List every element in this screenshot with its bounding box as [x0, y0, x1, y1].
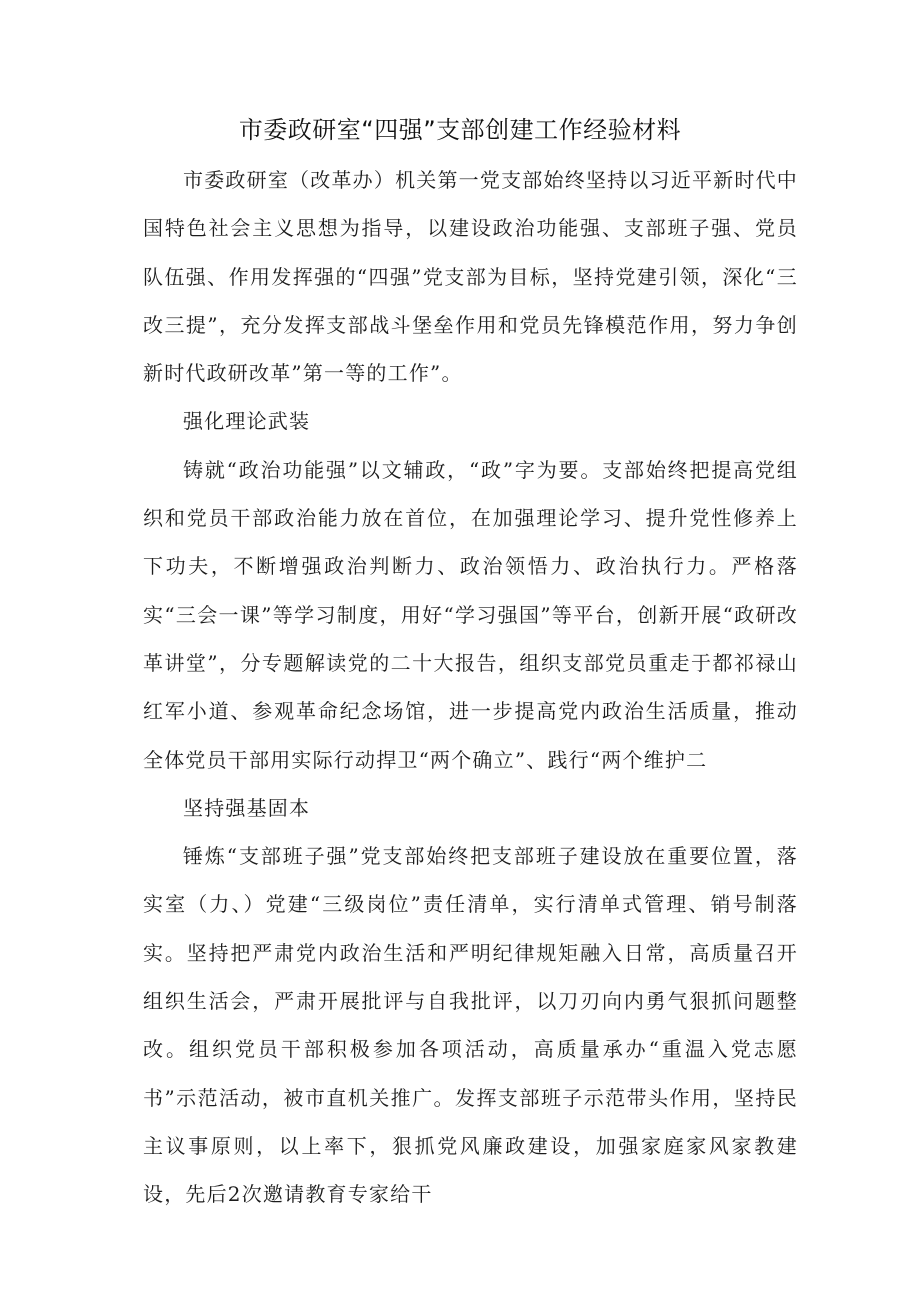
section-heading-foundation: 坚持强基固本 [183, 795, 311, 820]
document-body [143, 156, 798, 1219]
section-paragraph-foundation: 锤炼“支部班子强”党支部始终把支部班子建设放在重要位置，落实室（力、）党建“三级岗位”责任清单，实行清单式管理、销号制落实。坚持把严肃党内政治生活和严明纪律规矩融入日常，高质量召开组织生活会，严肃开展批评与自我批评，以刀刃向内勇气狠抓问题整改。组织党员干部积极参加各项活动，高质量承办“重温入党志愿书”示范活动，被市直机关推广。发挥支部班子示范带头作用，坚持民主议事原则，以上率下，狠抓党风廉政建设，加强家庭家风家教建设，先后2次邀请教育专家给干 [143, 844, 798, 1207]
section-paragraph-theory: 铸就“政治功能强”以文辅政，“政”字为要。支部始终把提高党组织和党员干部政治能力放在首位，在加强理论学习、提升党性修养上下功夫，不断增强政治判断力、政治领悟力、政治执行力。严格落实“三会一课”等学习制度，用好“学习强国”等平台，创新开展“政研改革讲堂”，分专题解读党的二十大报告，组织支部党员重走于都祁禄山红军小道、参观革命纪念场馆，进一步提高党内政治生活质量，推动全体党员干部用实际行动捍卫“两个确立”、践行“两个维护二 [143, 457, 798, 772]
section-heading-theory: 强化理论武装 [183, 409, 311, 434]
document-title: 市委政研室“四强”支部创建工作经验材料 [238, 116, 682, 144]
intro-paragraph: 市委政研室（改革办）机关第一党支部始终坚持以习近平新时代中国特色社会主义思想为指导，以建设政治功能强、支部班子强、党员队伍强、作用发挥强的“四强”党支部为目标，坚持党建引领，深化“三改三提”，充分发挥支部战斗堡垒作用和党员先锋模范作用，努力争创新时代政研改革”第一等的工作”。 [143, 168, 798, 386]
